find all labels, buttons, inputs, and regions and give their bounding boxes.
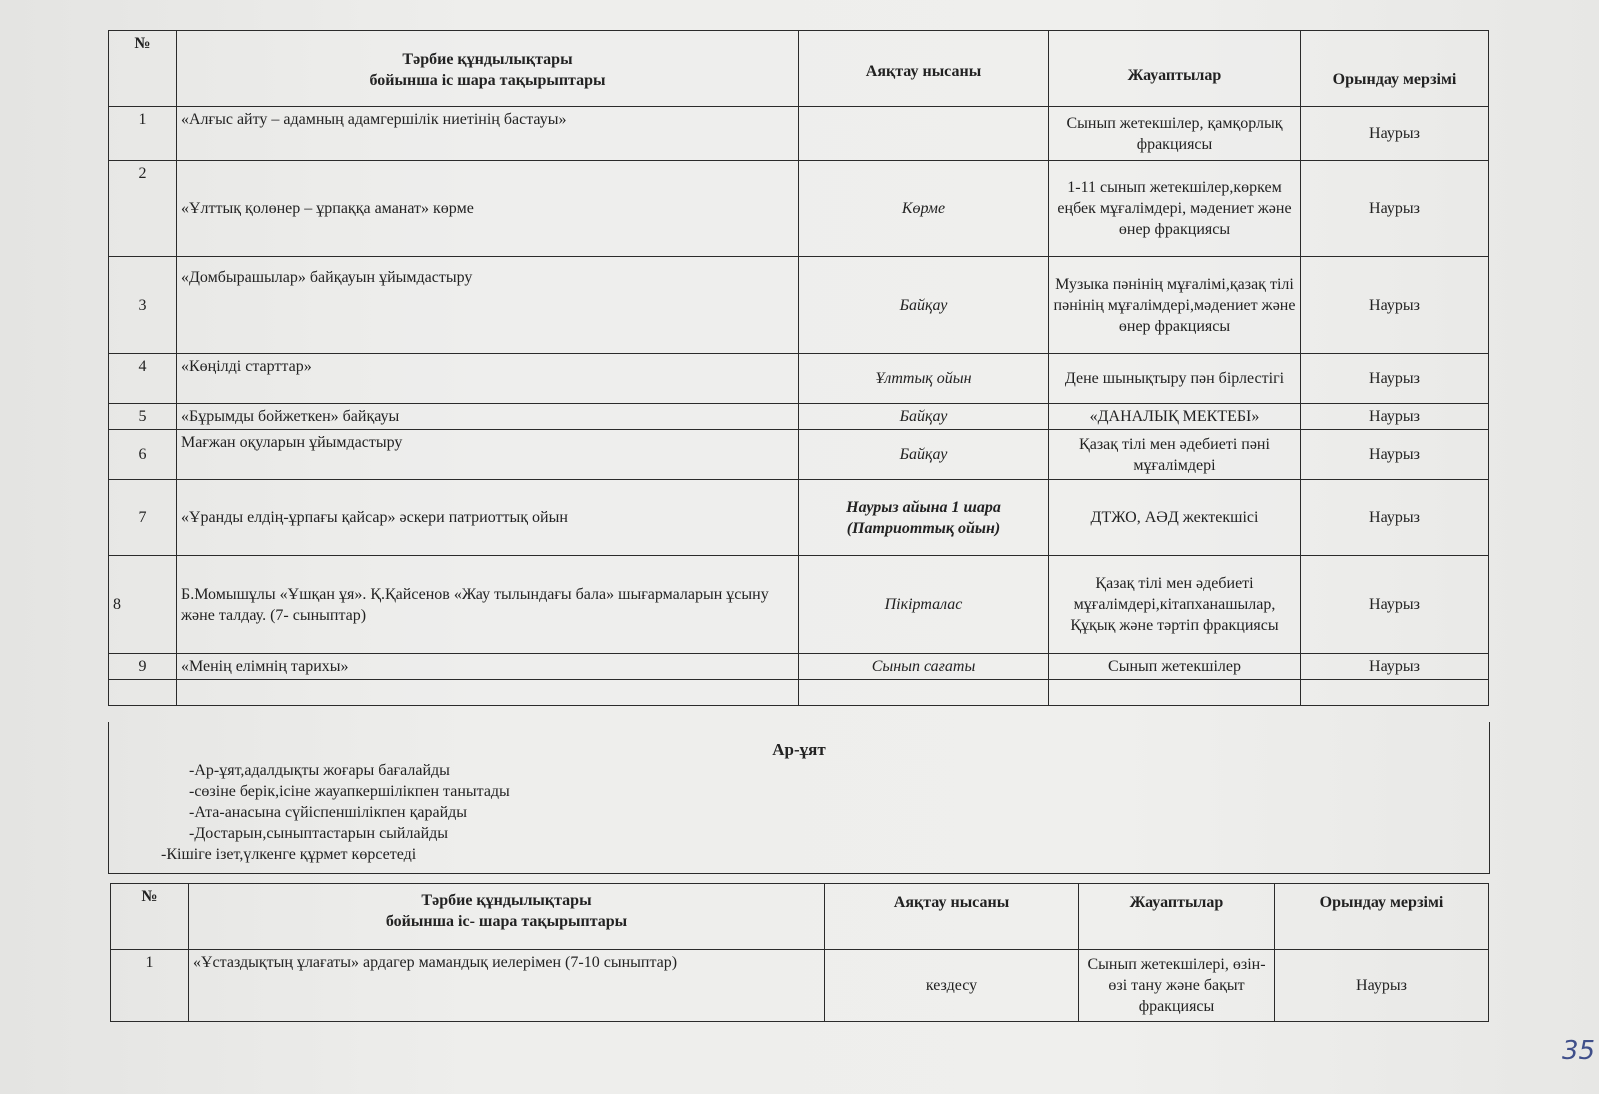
- row-deadline: Наурыз: [1301, 354, 1489, 404]
- row-responsible: 1-11 сынып жетекшілер,көркем еңбек мұғалімдері, мәдениет және өнер фракциясы: [1049, 161, 1301, 257]
- row-responsible: Қазақ тілі мен әдебиеті пәні мұғалімдері: [1049, 430, 1301, 480]
- row-topic: Б.Момышұлы «Ұшқан ұя». Қ.Қайсенов «Жау тылындағы бала» шығармаларын ұсыну және талдау. (7- сыныптар): [177, 556, 799, 654]
- row-num: 7: [109, 480, 177, 556]
- empty-cell: [1301, 680, 1489, 706]
- row-responsible: Сынып жетекшілері, өзін-өзі тану және бақыт фракциясы: [1079, 950, 1275, 1022]
- row-num: 5: [109, 404, 177, 430]
- row-responsible: Қазақ тілі мен әдебиеті мұғалімдері,кітапханашылар, Құқық және тәртіп фракциясы: [1049, 556, 1301, 654]
- empty-cell: [109, 680, 177, 706]
- header-topic: [177, 31, 799, 107]
- table-row: [109, 404, 1489, 430]
- row-num: 8: [109, 556, 177, 654]
- row-topic: «Ұранды елдің-ұрпағы қайсар» әскери патриоттық ойын: [177, 480, 799, 556]
- values-item: -сөзіне берік,ісіне жауапкершілікпен танытады: [189, 783, 510, 800]
- row-deadline: Наурыз: [1301, 654, 1489, 680]
- values-item: -Ар-ұят,адалдықты жоғары бағалайды: [189, 762, 450, 779]
- header-responsible: Жауаптылар: [1079, 884, 1275, 950]
- row-num: 6: [109, 430, 177, 480]
- values-item: -Кішіге ізет,үлкенге құрмет көрсетеді: [161, 846, 417, 863]
- row-responsible: Сынып жетекшілер: [1049, 654, 1301, 680]
- row-responsible: «ДАНАЛЫҚ МЕКТЕБІ»: [1049, 404, 1301, 430]
- header-topic-line1: Тәрбие құндылықтары: [421, 892, 592, 909]
- row-deadline: Наурыз: [1301, 430, 1489, 480]
- row-topic: «Көңілді старттар»: [177, 354, 799, 404]
- header-num: №: [111, 884, 189, 950]
- values-item: -Достарын,сыныптастарын сыйлайды: [189, 825, 449, 842]
- header-topic: [189, 884, 825, 950]
- row-form: Наурыз айына 1 шара (Патриоттық ойын): [799, 480, 1049, 556]
- header-topic-line2: бойынша іс шара тақырыптары: [369, 72, 606, 89]
- row-num: 9: [109, 654, 177, 680]
- row-topic: Мағжан оқуларын ұйымдастыру: [177, 430, 799, 480]
- page-number: 35: [1562, 1036, 1596, 1066]
- row-num: 4: [109, 354, 177, 404]
- table-row: [109, 161, 1489, 257]
- header-responsible: Жауаптылар: [1049, 31, 1301, 107]
- row-num: 3: [109, 257, 177, 354]
- table-row: [109, 654, 1489, 680]
- values-list: [161, 760, 510, 865]
- row-form: Көрме: [799, 161, 1049, 257]
- events-table-march: [108, 30, 1489, 706]
- header-num: №: [109, 31, 177, 107]
- header-topic-line2: бойынша іс- шара тақырыптары: [385, 913, 628, 930]
- row-form: [799, 107, 1049, 161]
- values-section: [108, 722, 1490, 874]
- row-topic: «Ұлттық қолөнер – ұрпаққа аманат» көрме: [177, 161, 799, 257]
- values-item: -Ата-анасына сүйіспеншілікпен қарайды: [189, 804, 468, 821]
- empty-cell: [1049, 680, 1301, 706]
- row-topic: «Ұстаздықтың ұлағаты» ардагер мамандық иелерімен (7-10 сыныптар): [189, 950, 825, 1022]
- row-form: Пікірталас: [799, 556, 1049, 654]
- events-table-second: [110, 883, 1489, 1022]
- row-num: 1: [109, 107, 177, 161]
- empty-cell: [177, 680, 799, 706]
- row-form: кездесу: [825, 950, 1079, 1022]
- row-topic: «Менің елімнің тарихы»: [177, 654, 799, 680]
- row-deadline: Наурыз: [1301, 556, 1489, 654]
- row-deadline: Наурыз: [1301, 480, 1489, 556]
- table-row: [109, 107, 1489, 161]
- table-row-empty: [109, 680, 1489, 706]
- row-responsible: Сынып жетекшілер, қамқорлық фракциясы: [1049, 107, 1301, 161]
- header-deadline: Орындау мерзімі: [1301, 31, 1489, 107]
- empty-cell: [799, 680, 1049, 706]
- row-responsible: Дене шынықтыру пән бірлестігі: [1049, 354, 1301, 404]
- row-form: Сынып сағаты: [799, 654, 1049, 680]
- row-form: Ұлттық ойын: [799, 354, 1049, 404]
- row-responsible: Музыка пәнінің мұғалімі,қазақ тілі пәнінің мұғалімдері,мәдениет және өнер фракциясы: [1049, 257, 1301, 354]
- row-deadline: Наурыз: [1301, 257, 1489, 354]
- header-form: Аяқтау нысаны: [799, 31, 1049, 107]
- table-row: [109, 354, 1489, 404]
- row-topic: «Алғыс айту – адамның адамгершілік ниетінің бастауы»: [177, 107, 799, 161]
- header-topic-line1: Тәрбие құндылықтары: [402, 51, 573, 68]
- row-topic: «Бұрымды бойжеткен» байқауы: [177, 404, 799, 430]
- values-title: Ар-ұят: [772, 740, 826, 759]
- row-form: Байқау: [799, 430, 1049, 480]
- table-row: [109, 257, 1489, 354]
- header-form: Аяқтау нысаны: [825, 884, 1079, 950]
- table-row: [109, 556, 1489, 654]
- row-form: Байқау: [799, 404, 1049, 430]
- row-num: 2: [109, 161, 177, 257]
- row-form: Байқау: [799, 257, 1049, 354]
- table-row: [111, 950, 1489, 1022]
- row-deadline: Наурыз: [1301, 107, 1489, 161]
- table-header-row: [109, 31, 1489, 107]
- header-deadline: Орындау мерзімі: [1275, 884, 1489, 950]
- row-deadline: Наурыз: [1301, 404, 1489, 430]
- row-deadline: Наурыз: [1301, 161, 1489, 257]
- row-num: 1: [111, 950, 189, 1022]
- row-responsible: ДТЖО, АӘД жектекшісі: [1049, 480, 1301, 556]
- row-topic: «Домбырашылар» байқауын ұйымдастыру: [177, 257, 799, 354]
- table-row: [109, 480, 1489, 556]
- row-deadline: Наурыз: [1275, 950, 1489, 1022]
- table-header-row: [111, 884, 1489, 950]
- table-row: [109, 430, 1489, 480]
